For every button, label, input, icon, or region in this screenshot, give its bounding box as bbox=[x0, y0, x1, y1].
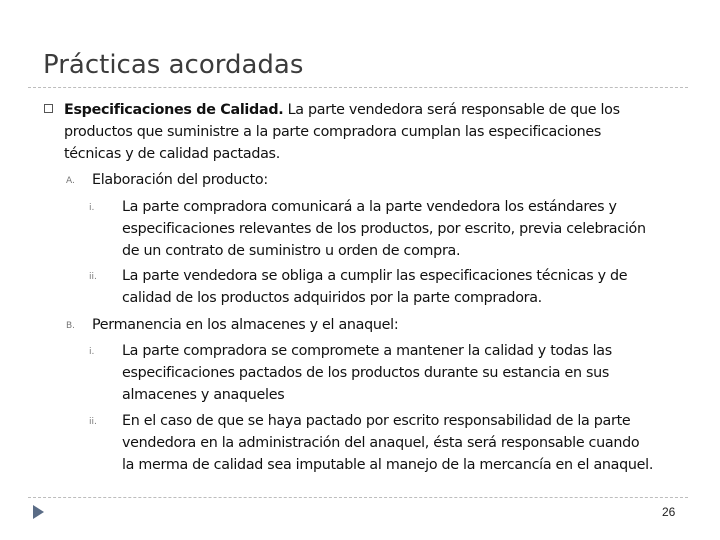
section-b-item-2-marker: ii. bbox=[89, 417, 97, 427]
title-divider bbox=[28, 87, 688, 88]
slide-title: Prácticas acordadas bbox=[43, 50, 304, 80]
main-line-2: productos que suministre a la parte compradora cumplan las especificaciones bbox=[64, 124, 602, 140]
section-b-heading: Permanencia en los almacenes y el anaquel: bbox=[92, 317, 399, 333]
section-a-item-1-line-3: de un contrato de suministro u orden de compra. bbox=[122, 243, 461, 259]
square-bullet-icon bbox=[44, 104, 53, 113]
section-b-item-1-marker: i. bbox=[89, 347, 95, 357]
main-heading: Especificaciones de Calidad. bbox=[64, 102, 284, 118]
section-b-item-2-line-2: vendedora en la administración del anaquel, ésta será responsable cuando bbox=[122, 435, 640, 451]
section-b-item-2-line-3: la merma de calidad sea imputable al manejo de la mercancía en el anaquel. bbox=[122, 457, 654, 473]
section-a-item-1-line-1: La parte compradora comunicará a la parte vendedora los estándares y bbox=[122, 199, 617, 215]
main-line-1 bbox=[64, 99, 620, 121]
section-b-item-1-line-3: almacenes y anaqueles bbox=[122, 387, 285, 403]
section-b-marker: B. bbox=[66, 321, 76, 331]
section-b-item-1-line-2: especificaciones pactados de los productos durante su estancia en sus bbox=[122, 365, 610, 381]
section-a-item-1-line-2: especificaciones relevantes de los productos, por escrito, previa celebración bbox=[122, 221, 646, 237]
corner-arrow-icon bbox=[33, 505, 44, 519]
page-number: 26 bbox=[662, 505, 676, 519]
section-a-heading: Elaboración del producto: bbox=[92, 172, 268, 188]
section-a-item-1-marker: i. bbox=[89, 203, 95, 213]
section-b-item-1-line-1: La parte compradora se compromete a mantener la calidad y todas las bbox=[122, 343, 612, 359]
footer-divider bbox=[28, 497, 688, 498]
section-a-item-2-line-2: calidad de los productos adquiridos por la parte compradora. bbox=[122, 290, 542, 306]
section-b-item-2-line-1: En el caso de que se haya pactado por escrito responsabilidad de la parte bbox=[122, 413, 631, 429]
main-line-3: técnicas y de calidad pactadas. bbox=[64, 146, 280, 162]
section-a-marker: A. bbox=[66, 176, 75, 186]
section-a-item-2-marker: ii. bbox=[89, 272, 97, 282]
section-a-item-2-line-1: La parte vendedora se obliga a cumplir las especificaciones técnicas y de bbox=[122, 268, 628, 284]
main-line-1-rest: La parte vendedora será responsable de que los bbox=[283, 102, 620, 118]
